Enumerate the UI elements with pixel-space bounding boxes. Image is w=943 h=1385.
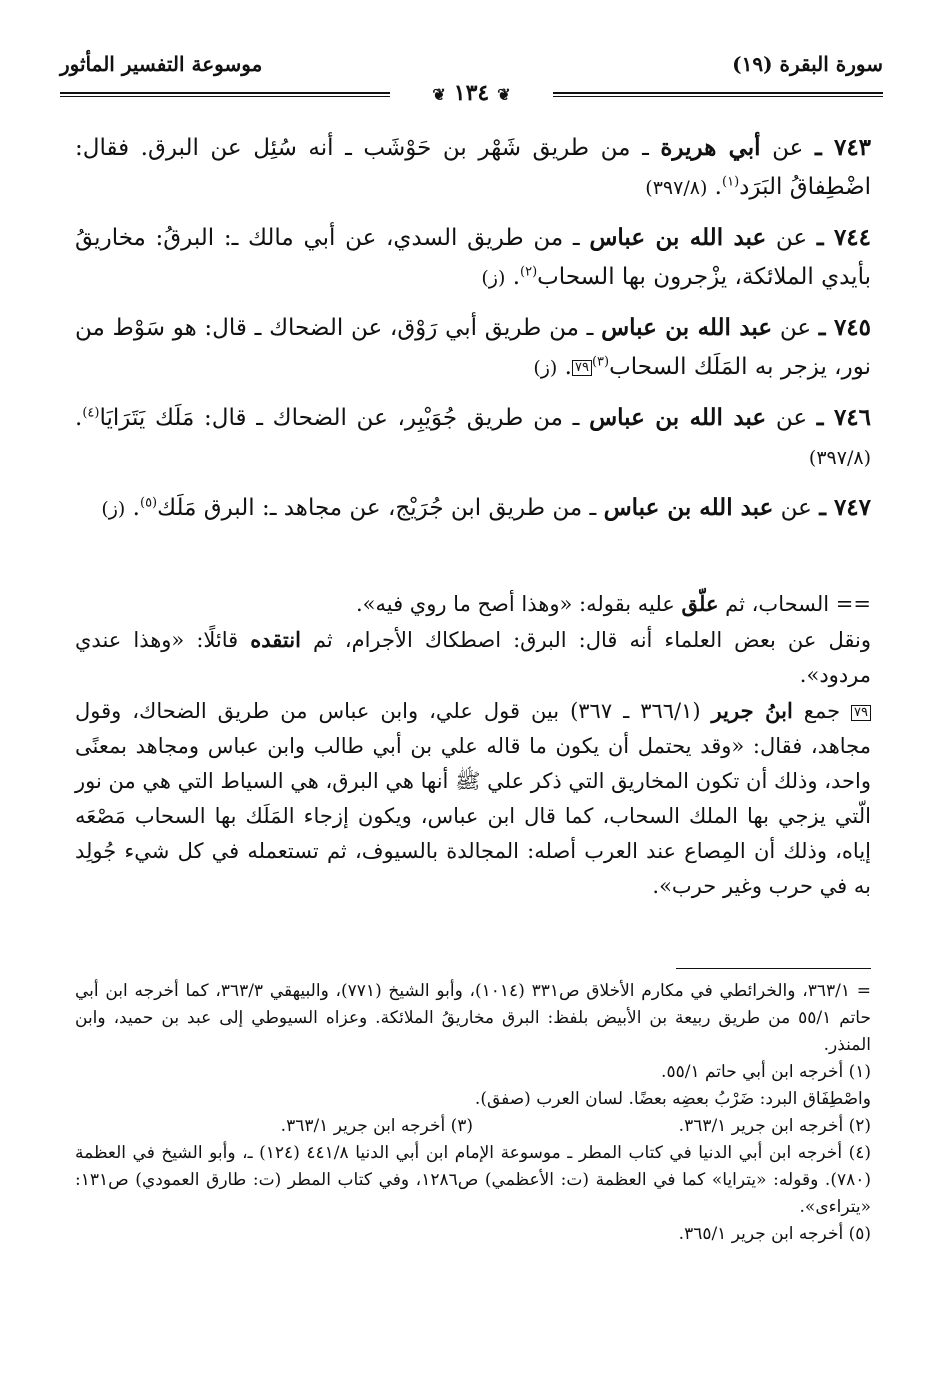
entry-tail: . [707,174,722,200]
footnote-1-gloss: واصْطِفَاق البرد: ضَرْبُ بعضِه بعضًا. لسان العرب (صفق). [474,1089,871,1109]
entry-number: ٧٤٥ ـ [818,314,871,341]
comment-box-ref[interactable]: ٧٩ [572,360,592,376]
entry-tail: . [75,405,83,431]
entry-text: ـ من طريق السدي، عن أبي مالك ـ: البرقُ: مخاريقُ بأيدي الملائكة، يزْجرون بها السحاب [75,225,871,290]
entry-source: (٣٩٧/٨) [808,447,871,469]
narrator-name: عبد الله بن عباس [589,404,767,431]
entry-prefix: عن [766,225,808,251]
footnote-4: (٤) أخرجه ابن أبي الدنيا في كتاب المطر ـ موسوعة الإمام ابن أبي الدنيا ٤٤١/٨ (١٢٤) ـ، وأبو الشيخ في العظمة (٧٨٠). وقوله: «يترايا» كما في العظمة (ت: الأعظمي) ص١٢٨٦، وفي كتاب المطر (ت: طارق العمودي) ص١٣١: «يتراءى». [75,1143,872,1217]
entry-745 [75,308,871,388]
entry-text: ـ من طريق شَهْر بن حَوْشَب ـ أنه سُئِل عن البرق. فقال: اضْطِفاقُ البَرَد [75,135,871,200]
page-header [60,52,883,106]
entry-prefix: عن [772,315,812,341]
commentary-text: قائلًا: «وهذا عندي مردود». [75,628,871,687]
entry-source: (ز) [481,267,506,289]
entry-source: (ز) [101,498,126,520]
commentary-paragraph [75,586,871,622]
entry-number: ٧٤٤ ـ [816,224,871,251]
narrator-name: عبد الله بن عباس [589,224,767,251]
commentary-text: (٣٦٦/١ ـ ٣٦٧) بين قول علي، وابن عباس من طريق الضحاك، وقول مجاهد، فقال: «وقد يحتمل أن يكون ما قاله علي بن أبي طالب وابن عباس ومجاهد بمعنًى واحد، وذلك أن تكون المخاريق التي ذكر علي ﷺ أنها هي البرق، هي السياط التي هي من نور الّتي يزجي بها الملك السحاب، كما قال ابن عباس، ويكون إزجاء المَلَك بها السحاب مَصْعَه إياه، وذلك أن المِصاع عند العرب أصله: المجالدة بالسيوف، ثم تستعمله في كل شيء جُولِد به في حرب وغير حرب». [75,699,871,898]
footnote-ref[interactable]: (١) [722,174,740,190]
footnotes-section [75,978,871,1248]
entry-tail: . [125,495,140,521]
page-number-block [424,80,518,106]
surah-title: سورة البقرة (١٩) [732,52,883,76]
page-number: ١٣٤ [453,80,490,106]
entry-text: ـ من طريق جُوَيْبِر، عن الضحاك ـ قال: مَلَك يَتَرَايَا [99,405,590,431]
entry-number: ٧٤٦ ـ [816,404,871,431]
entry-744 [75,218,871,298]
narrator-name: عبد الله بن عباس [603,494,774,521]
commentary-bold: انتقده [250,627,301,652]
entry-tail: . [557,354,572,380]
entry-prefix: عن [760,135,804,161]
entry-source: (ز) [533,357,558,379]
commentary-paragraph [75,622,871,693]
footnote-separator [676,968,871,969]
header-rule-right [553,92,883,97]
commentary-text: == السحاب، ثم [718,592,871,616]
narrator-name: أبي هريرة [660,134,761,161]
entry-text: ـ من طريق ابن جُرَيْج، عن مجاهد ـ: البرق مَلَك [157,495,604,521]
footnote-continuation: = ٣٦٣/١، والخرائطي في مكارم الأخلاق ص٣٣١ (١٠١٤)، وأبو الشيخ (٧٧١)، والبيهقي ٣٦٣/٣، كما أخرجه ابن أبي حاتم ٥٥/١ من طريق ربيعة بن الأبيض بلفظ: البرق مخاريقُ الملائكة. وعزاه السيوطي إلى عبد بن حميد، وابن المنذر. [75,981,871,1055]
entry-747 [75,488,871,529]
entry-743 [75,128,871,208]
ornament-icon: ❦ [497,85,511,104]
commentary-section [75,586,871,904]
entry-number: ٧٤٣ ـ [814,134,872,161]
footnote-5: (٥) أخرجه ابن جرير ٣٦٥/١. [678,1224,871,1244]
footnote-ref[interactable]: (٣) [591,354,610,370]
commentary-text: عليه بقوله: «وهذا أصح ما روي فيه». [355,592,682,616]
book-title: موسوعة التفسير المأثور [60,52,263,76]
commentary-paragraph [75,693,871,904]
entry-prefix: عن [766,405,808,431]
commentary-bold: ابنُ جرير [711,698,793,723]
footnote-ref[interactable]: (٥) [139,495,158,511]
footnote-1: (١) أخرجه ابن أبي حاتم ٥٥/١. [661,1062,871,1082]
entry-number: ٧٤٧ ـ [819,494,871,521]
entry-tail: . [505,264,521,290]
commentary-text: ونقل عن بعض العلماء أنه قال: البرق: اصطكاك الأجرام، ثم [300,628,871,652]
footnote-ref[interactable]: (٤) [82,405,100,421]
commentary-text: جمع [792,699,852,723]
main-entries [75,128,871,539]
footnote-3: (٣) أخرجه ابن جرير ٣٦٣/١. [280,1116,473,1136]
header-rule-left [60,92,390,97]
footnote-row [75,1113,871,1140]
entry-source: (٣٩٧/٨) [645,177,708,199]
ornament-icon: ❦ [432,85,446,104]
footnote-2: (٢) أخرجه ابن جرير ٣٦٣/١. [678,1116,871,1136]
commentary-bold: علّق [681,591,719,616]
comment-box-number: ٧٩ [851,705,871,721]
entry-prefix: عن [773,495,812,521]
entry-text: ـ من طريق أبي رَوْق، عن الضحاك ـ قال: هو سَوْط من نور، يزجر به المَلَك السحاب [75,315,871,380]
footnote-ref[interactable]: (٢) [520,264,538,280]
entry-746 [75,398,871,478]
narrator-name: عبد الله بن عباس [601,314,773,341]
